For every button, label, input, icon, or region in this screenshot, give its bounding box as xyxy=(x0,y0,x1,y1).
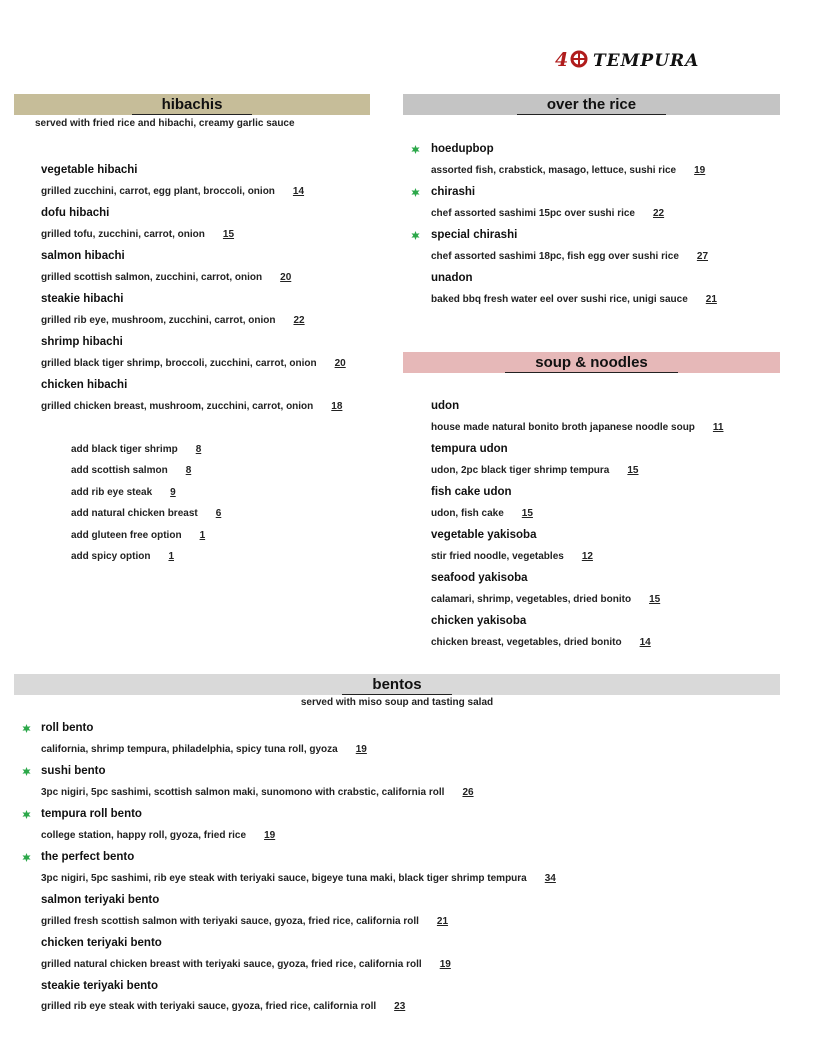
desc-text: udon, fish cake xyxy=(431,508,504,519)
menu-item-desc xyxy=(41,787,474,798)
desc-text: grilled natural chicken breast with teriyaki sauce, gyoza, fried rice, california roll xyxy=(41,959,422,970)
menu-item-desc xyxy=(431,594,660,605)
price: 19 xyxy=(439,959,451,970)
desc-text: calamari, shrimp, vegetables, dried bonito xyxy=(431,594,632,605)
menu-item-desc xyxy=(431,294,717,305)
price: 15 xyxy=(627,465,639,476)
tempura-logo xyxy=(555,46,730,72)
menu-item-desc xyxy=(431,508,533,519)
addon-item xyxy=(71,487,176,498)
menu-item-desc xyxy=(431,208,664,219)
addon-text: add black tiger shrimp xyxy=(71,444,178,455)
chef-special-star-icon xyxy=(22,767,31,776)
desc-text: grilled fresh scottish salmon with teriyaki sauce, gyoza, fried rice, california roll xyxy=(41,916,419,927)
menu-item-name: unadon xyxy=(431,272,473,284)
desc-text: grilled chicken breast, mushroom, zucchini, carrot, onion xyxy=(41,401,314,412)
menu-item-desc xyxy=(41,229,234,240)
price: 14 xyxy=(639,637,651,648)
price: 23 xyxy=(394,1001,406,1012)
price: 12 xyxy=(581,551,593,562)
menu-item-desc xyxy=(431,165,705,176)
desc-text: chicken breast, vegetables, dried bonito xyxy=(431,637,622,648)
menu-item-name: hoedupbop xyxy=(431,143,494,155)
price: 1 xyxy=(168,551,175,562)
addon-item xyxy=(71,508,221,519)
logo-graphic xyxy=(555,46,730,72)
menu-item-name: vegetable hibachi xyxy=(41,164,138,176)
price: 8 xyxy=(185,465,192,476)
desc-text: college station, happy roll, gyoza, fried rice xyxy=(41,830,247,841)
addon-text: add natural chicken breast xyxy=(71,508,198,519)
chef-special-star-icon xyxy=(411,188,420,197)
addon-text: add spicy option xyxy=(71,551,151,562)
bentos-header xyxy=(14,674,780,695)
menu-item-desc xyxy=(431,551,593,562)
price: 9 xyxy=(170,487,176,498)
price: 22 xyxy=(652,208,665,219)
menu-item-desc xyxy=(431,637,651,648)
desc-text: stir fried noodle, vegetables xyxy=(431,551,564,562)
over-rice-header xyxy=(403,94,780,115)
desc-text: grilled rib eye, mushroom, zucchini, carrot, onion xyxy=(41,315,276,326)
hibachis-header xyxy=(14,94,370,115)
menu-item-desc xyxy=(431,465,639,476)
desc-text: grilled tofu, zucchini, carrot, onion xyxy=(41,229,205,240)
menu-item-desc xyxy=(41,959,451,970)
menu-item-name: chicken yakisoba xyxy=(431,615,527,627)
desc-text: 3pc nigiri, 5pc sashimi, rib eye steak with teriyaki sauce, bigeye tuna maki, black tiger shrimp tempura xyxy=(41,873,527,884)
menu-item-desc xyxy=(41,272,291,283)
chef-special-star-icon xyxy=(22,853,31,862)
menu-item-desc xyxy=(41,186,304,197)
menu-item-name: the perfect bento xyxy=(41,851,135,863)
menu-item-desc xyxy=(41,401,342,412)
desc-text: grilled black tiger shrimp, broccoli, zucchini, carrot, onion xyxy=(41,358,317,369)
menu-item-desc xyxy=(41,1001,405,1012)
menu-item-name: special chirashi xyxy=(431,229,518,241)
addon-text: add gluteen free option xyxy=(71,530,182,541)
price: 19 xyxy=(264,830,276,841)
menu-item-name: salmon hibachi xyxy=(41,250,125,262)
chef-special-star-icon xyxy=(22,724,31,733)
price: 20 xyxy=(280,272,292,283)
menu-item-name: salmon teriyaki bento xyxy=(41,894,160,906)
hibachis-title: hibachis xyxy=(132,97,253,115)
chef-special-star-icon xyxy=(411,231,420,240)
price: 15 xyxy=(222,229,235,240)
menu-item-name: fish cake udon xyxy=(431,486,512,498)
bentos-subtitle: served with miso soup and tasting salad xyxy=(300,697,494,708)
price: 21 xyxy=(705,294,717,305)
svg-text:TEMPURA: TEMPURA xyxy=(593,51,700,71)
price: 21 xyxy=(436,916,449,927)
menu-item-name: steakie hibachi xyxy=(41,293,124,305)
hibachis-subtitle: served with fried rice and hibachi, creamy garlic sauce xyxy=(35,118,295,129)
addon-item xyxy=(71,551,174,562)
menu-item-name: roll bento xyxy=(41,722,94,734)
menu-item-desc xyxy=(41,916,448,927)
menu-item-name: chicken hibachi xyxy=(41,379,128,391)
price: 26 xyxy=(462,787,474,798)
menu-item-name: vegetable yakisoba xyxy=(431,529,537,541)
desc-text: chef assorted sashimi 15pc over sushi rice xyxy=(431,208,635,219)
desc-text: baked bbq fresh water eel over sushi rice, unigi sauce xyxy=(431,294,688,305)
menu-item-name: tempura roll bento xyxy=(41,808,142,820)
menu-item-name: tempura udon xyxy=(431,443,508,455)
menu-item-desc xyxy=(431,422,724,433)
menu-item-desc xyxy=(41,744,367,755)
svg-text:4: 4 xyxy=(555,49,569,71)
desc-text: california, shrimp tempura, philadelphia, spicy tuna roll, gyoza xyxy=(41,744,338,755)
price: 19 xyxy=(355,744,367,755)
price: 15 xyxy=(649,594,661,605)
price: 18 xyxy=(331,401,343,412)
menu-item-name: shrimp hibachi xyxy=(41,336,123,348)
menu-item-name: steakie teriyaki bento xyxy=(41,980,158,992)
menu-item-name: udon xyxy=(431,400,460,412)
menu-item-desc xyxy=(41,873,556,884)
desc-text: udon, 2pc black tiger shrimp tempura xyxy=(431,465,610,476)
menu-item-name: dofu hibachi xyxy=(41,207,110,219)
menu-item-name: chirashi xyxy=(431,186,476,198)
desc-text: assorted fish, crabstick, masago, lettuce, sushi rice xyxy=(431,165,677,176)
price: 15 xyxy=(521,508,533,519)
desc-text: 3pc nigiri, 5pc sashimi, scottish salmon maki, sunomono with crabstic, california roll xyxy=(41,787,445,798)
menu-item-desc xyxy=(41,358,346,369)
soup-noodles-title: soup & noodles xyxy=(505,355,678,373)
price: 34 xyxy=(544,873,556,884)
addon-text: add rib eye steak xyxy=(71,487,153,498)
desc-text: house made natural bonito broth japanese noodle soup xyxy=(431,422,695,433)
price: 20 xyxy=(334,358,346,369)
menu-item-desc xyxy=(41,315,305,326)
addon-item xyxy=(71,444,201,455)
price: 27 xyxy=(696,251,709,262)
over-rice-title: over the rice xyxy=(517,97,666,115)
bentos-title: bentos xyxy=(342,677,451,695)
price: 14 xyxy=(292,186,305,197)
chef-special-star-icon xyxy=(22,810,31,819)
desc-text: grilled rib eye steak with teriyaki sauce, gyoza, fried rice, california roll xyxy=(41,1001,377,1012)
menu-item-name: sushi bento xyxy=(41,765,106,777)
menu-item-desc xyxy=(431,251,708,262)
price: 1 xyxy=(199,530,206,541)
soup-noodles-header xyxy=(403,352,780,373)
addon-text: add scottish salmon xyxy=(71,465,168,476)
chef-special-star-icon xyxy=(411,145,420,154)
menu-item-name: chicken teriyaki bento xyxy=(41,937,162,949)
menu-item-desc xyxy=(41,830,275,841)
addon-item xyxy=(71,530,205,541)
price: 11 xyxy=(712,422,724,433)
addon-item xyxy=(71,465,191,476)
price: 22 xyxy=(293,315,305,326)
desc-text: grilled zucchini, carrot, egg plant, broccoli, onion xyxy=(41,186,275,197)
price: 6 xyxy=(215,508,222,519)
price: 8 xyxy=(195,444,202,455)
desc-text: grilled scottish salmon, zucchini, carrot, onion xyxy=(41,272,263,283)
price: 19 xyxy=(694,165,706,176)
desc-text: chef assorted sashimi 18pc, fish egg over sushi rice xyxy=(431,251,679,262)
menu-item-name: seafood yakisoba xyxy=(431,572,528,584)
